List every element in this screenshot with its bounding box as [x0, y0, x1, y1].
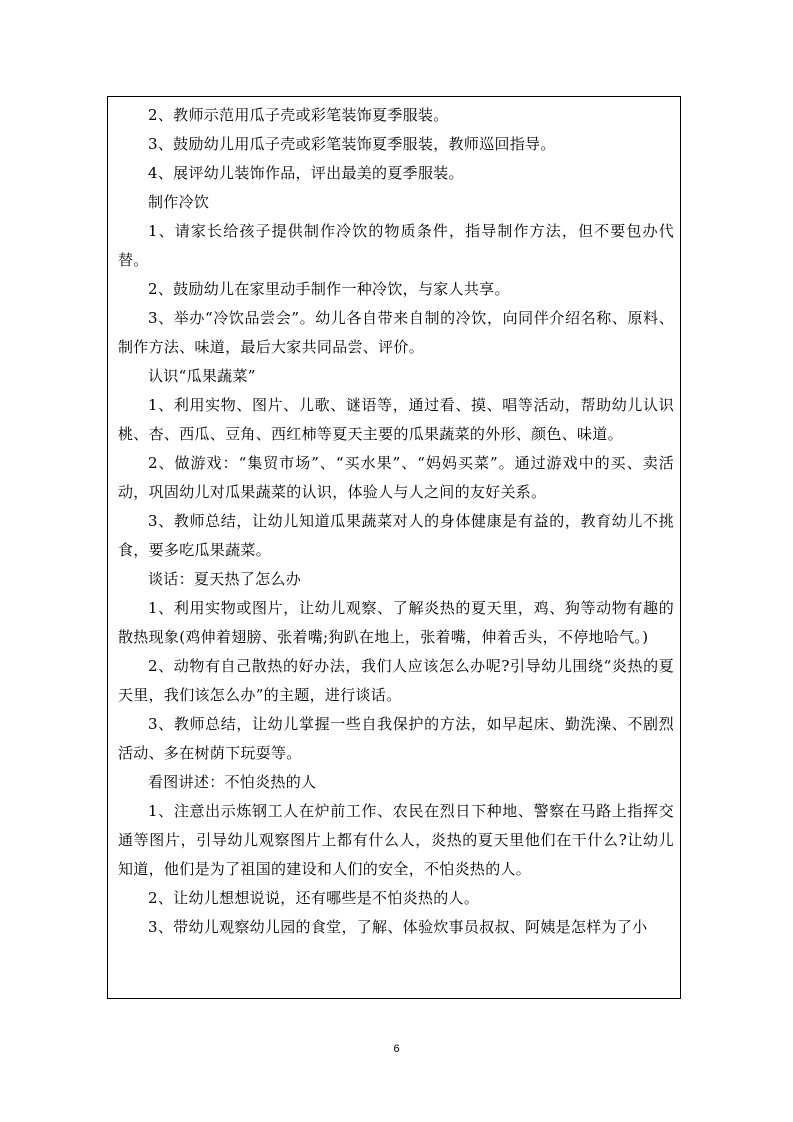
- paragraph: 1、利用实物或图片，让幼儿观察、了解炎热的夏天里，鸡、狗等动物有趣的散热现象(鸡伸着翅膀、张着嘴;狗趴在地上，张着嘴，伸着舌头，不停地哈气。): [118, 599, 674, 646]
- paragraph: 1、请家长给孩子提供制作冷饮的物质条件，指导制作方法，但不要包办代替。: [118, 222, 674, 269]
- section-heading: 谈话：夏天热了怎么办: [148, 570, 302, 588]
- paragraph: 4、展评幼儿装饰作品，评出最美的夏季服装。: [148, 164, 464, 182]
- text-body: [118, 97, 674, 942]
- section-heading: 制作冷饮: [148, 193, 210, 211]
- paragraph: 1、利用实物、图片、儿歌、谜语等，通过看、摸、唱等活动，帮助幼儿认识桃、杏、西瓜、豆角、西红柿等夏天主要的瓜果蔬菜的外形、颜色、味道。: [118, 396, 674, 443]
- section-heading: 认识“瓜果蔬菜”: [148, 367, 256, 385]
- section-heading: 看图讲述：不怕炎热的人: [148, 773, 317, 791]
- paragraph: 2、动物有自己散热的好办法，我们人应该怎么办呢?引导幼儿围绕“炎热的夏天里，我们该怎么办”的主题，进行谈话。: [118, 657, 674, 704]
- paragraph: 2、鼓励幼儿在家里动手制作一种冷饮，与家人共享。: [148, 280, 510, 298]
- paragraph: 2、做游戏：“集贸市场”、“买水果”、“妈妈买菜”。通过游戏中的买、卖活动，巩固幼儿对瓜果蔬菜的认识，体验人与人之间的友好关系。: [118, 454, 674, 501]
- paragraph: 3、教师总结，让幼儿知道瓜果蔬菜对人的身体健康是有益的，教育幼儿不挑食，要多吃瓜果蔬菜。: [118, 512, 674, 559]
- paragraph: 3、带幼儿观察幼儿园的食堂，了解、体验炊事员叔叔、阿姨是怎样为了小: [148, 918, 648, 936]
- paragraph: 3、教师总结，让幼儿掌握一些自我保护的方法，如早起床、勤洗澡、不剧烈活动、多在树荫下玩耍等。: [118, 715, 674, 762]
- paragraph: 2、教师示范用瓜子壳或彩笔装饰夏季服装。: [148, 106, 449, 124]
- page-number: 6: [393, 1043, 400, 1055]
- paragraph: 2、让幼儿想想说说，还有哪些是不怕炎热的人。: [148, 889, 480, 907]
- paragraph: 1、注意出示炼钢工人在炉前工作、农民在烈日下种地、警察在马路上指挥交通等图片，引导幼儿观察图片上都有什么人，炎热的夏天里他们在干什么?让幼儿知道，他们是为了祖国的建设和人们的安全，不怕炎热的人。: [118, 802, 674, 878]
- paragraph: 3、鼓励幼儿用瓜子壳或彩笔装饰夏季服装，教师巡回指导。: [148, 135, 556, 153]
- content-frame: [107, 96, 681, 999]
- paragraph: 3、举办“冷饮品尝会”。幼儿各自带来自制的冷饮，向同伴介绍名称、原料、制作方法、味道，最后大家共同品尝、评价。: [118, 309, 674, 356]
